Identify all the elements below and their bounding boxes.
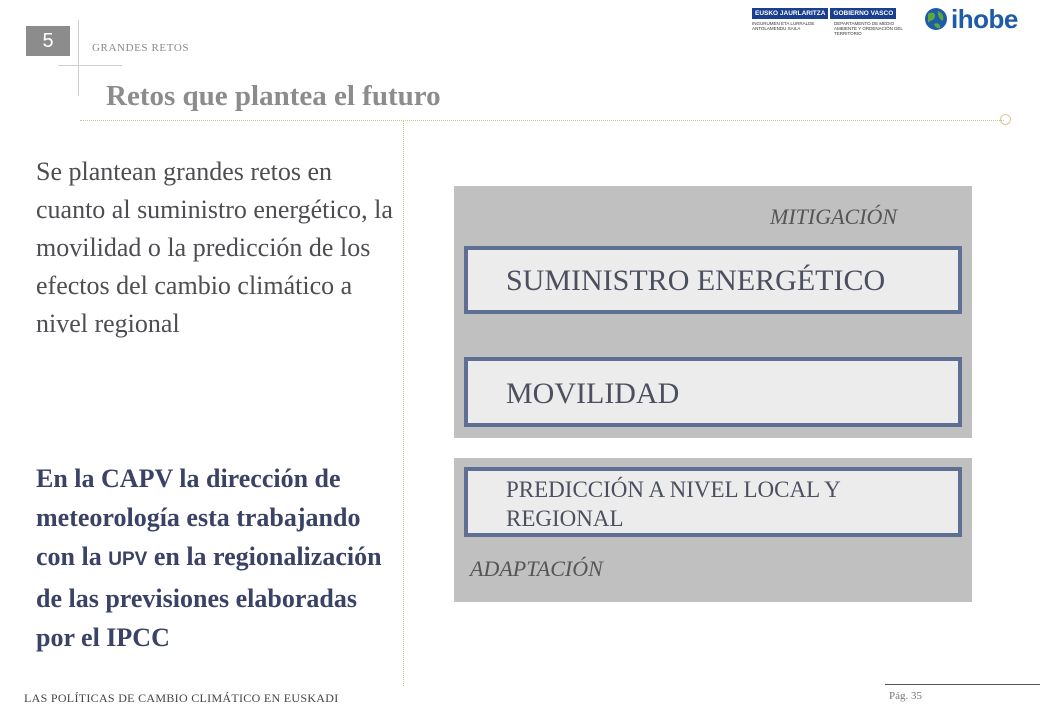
regional-prediction-box (464, 467, 962, 537)
gov-logo-sub-right: DEPARTAMENTO DE MEDIO AMBIENTE Y ORDENACIÓN DEL TERRITORIO (834, 21, 903, 36)
globe-icon (924, 7, 948, 31)
ihobe-logo (924, 4, 1028, 34)
regional-prediction-label: PREDICCIÓN A NIVEL LOCAL Y REGIONAL (506, 477, 840, 531)
basque-government-logo (752, 8, 916, 36)
highlight-text-2: en la regionalización de las previsiones elaboradas por el IPCC (36, 542, 382, 652)
adaptation-label: ADAPTACIÓN (470, 556, 603, 581)
title-divider (80, 120, 1004, 121)
gov-logo-right: GOBIERNO VASCO (830, 8, 896, 19)
footer-rule (885, 684, 1040, 685)
column-divider (403, 120, 404, 686)
highlight-paragraph (36, 459, 401, 657)
divider-ring-icon (1000, 114, 1011, 125)
section-label: GRANDES RETOS (92, 42, 190, 54)
header-vertical-rule (78, 20, 79, 96)
gov-logo-sub-left: INGURUMEN ETA LURRALDE ANTOLAMENDU SAILA (752, 21, 815, 31)
page-title: Retos que plantea el futuro (106, 80, 441, 112)
upv-acronym: UPV (108, 549, 148, 570)
header-horizontal-rule (58, 65, 122, 66)
mobility-label: MOVILIDAD (506, 377, 680, 410)
energy-supply-label: SUMINISTRO ENERGÉTICO (506, 264, 886, 297)
mobility-box (464, 357, 962, 427)
page-number-badge: 5 (26, 26, 70, 56)
energy-supply-box (464, 246, 962, 314)
footer-document-title: LAS POLÍTICAS DE CAMBIO CLIMÁTICO EN EUSKADI (24, 691, 339, 705)
gov-logo-left: EUSKO JAURLARITZA (752, 8, 828, 19)
intro-paragraph: Se plantean grandes retos en cuanto al suministro energético, la movilidad o la predicción de los efectos del cambio climático a nivel regional (36, 157, 393, 338)
highlight-text-1: En la CAPV la dirección de meteorología esta trabajando con la (36, 464, 361, 571)
mitigation-label: MITIGACIÓN (770, 204, 898, 229)
footer-page-number: Pág. 35 (889, 690, 922, 702)
ihobe-wordmark: ihobe (951, 3, 1018, 34)
